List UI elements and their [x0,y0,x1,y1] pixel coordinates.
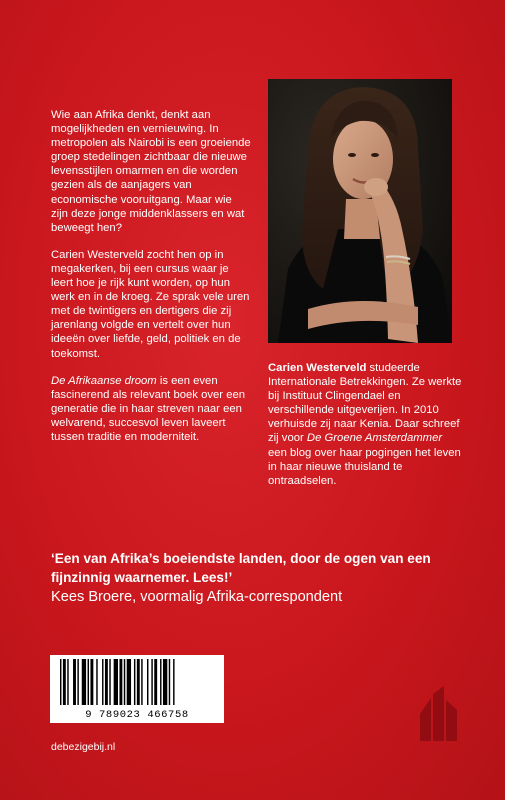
barcode-bar [127,659,131,705]
barcode-bar [163,659,167,705]
author-bio-text [268,361,464,488]
blurb-paragraph-1: Wie aan Afrika denkt, denkt aan mogelijkheden en vernieuwing. In metropolen als Nairobi is een groeiende groep stedelingen zichtbaar die nieuwe levensstijlen omarmen en die worden gezien als de aanjagers van economische vooruitgang. Maar wie zijn deze jonge middenklassers en wat beweegt hen? [51,109,251,234]
barcode-bars [50,655,224,709]
review-quote [51,550,471,607]
bee-icon [417,686,461,742]
bio-text-2: een blog over haar pogingen het leven in haar nieuwe thuisland te ontraadselen. [268,446,461,487]
barcode-bar [88,659,89,705]
barcode-bar [141,659,142,705]
barcode [50,655,224,723]
bio-text-1: studeerde Internationale Betrekkingen. Ze werkte bij Instituut Clingendael en verschillende uitgeverijen. In 2010 verhuisde zij naar Kenia. Daar schreef zij voor [268,362,462,445]
blurb-paragraph-3-rest: is een even fascinerend als relevant boek over een generatie die in haar streven naar een welvarend, succesvol leven laveert tussen traditie en moderniteit. [51,374,246,443]
barcode-bar [77,659,78,705]
barcode-bar [137,659,140,705]
blurb-paragraph-2: Carien Westerveld zocht hen op in megakerken, bij een cursus waar je leert hoe je rijk kunt worden, op hun werk en in de kroeg. Ze sprak vele uren met de twintigers en dertigers die zij jarenlang volgde en vertelt over hun ideeën over liefde, geld, politiek en de toekomst. [51,248,250,360]
blurb-paragraph-3 [51,374,251,444]
barcode-bar [105,659,108,705]
barcode-bar [109,659,110,705]
author-name: Carien Westerveld [268,362,367,374]
author-photo [268,79,452,343]
barcode-bar [82,659,86,705]
isbn-number: 9 789023 466758 [85,709,189,721]
barcode-bar [124,659,125,705]
barcode-bar [60,659,61,705]
barcode-bar [73,659,76,705]
barcode-bar [102,659,103,705]
quote-author: Kees Broere, voormalig Afrika-correspondent [51,589,343,605]
barcode-bar [134,659,135,705]
book-title: De Afrikaanse droom [51,374,157,387]
barcode-bar [154,659,157,705]
barcode-bar [173,659,174,705]
barcode-bar [160,659,161,705]
blurb [51,108,251,457]
publisher-website: debezigebij.nl [51,741,116,753]
barcode-bar [114,659,118,705]
publication-name: De Groene Amsterdammer [306,432,443,445]
barcode-bar [119,659,122,705]
barcode-bar [151,659,152,705]
barcode-bar [169,659,170,705]
barcode-bar [96,659,97,705]
barcode-bar [147,659,148,705]
barcode-bar [90,659,93,705]
barcode-bar [63,659,66,705]
quote-text: ‘Een van Afrika’s boeiendste landen, door de ogen van een fijnzinnig waarnemer. Lees!’ [51,551,431,585]
barcode-bar [67,659,68,705]
author-bio [268,361,464,488]
